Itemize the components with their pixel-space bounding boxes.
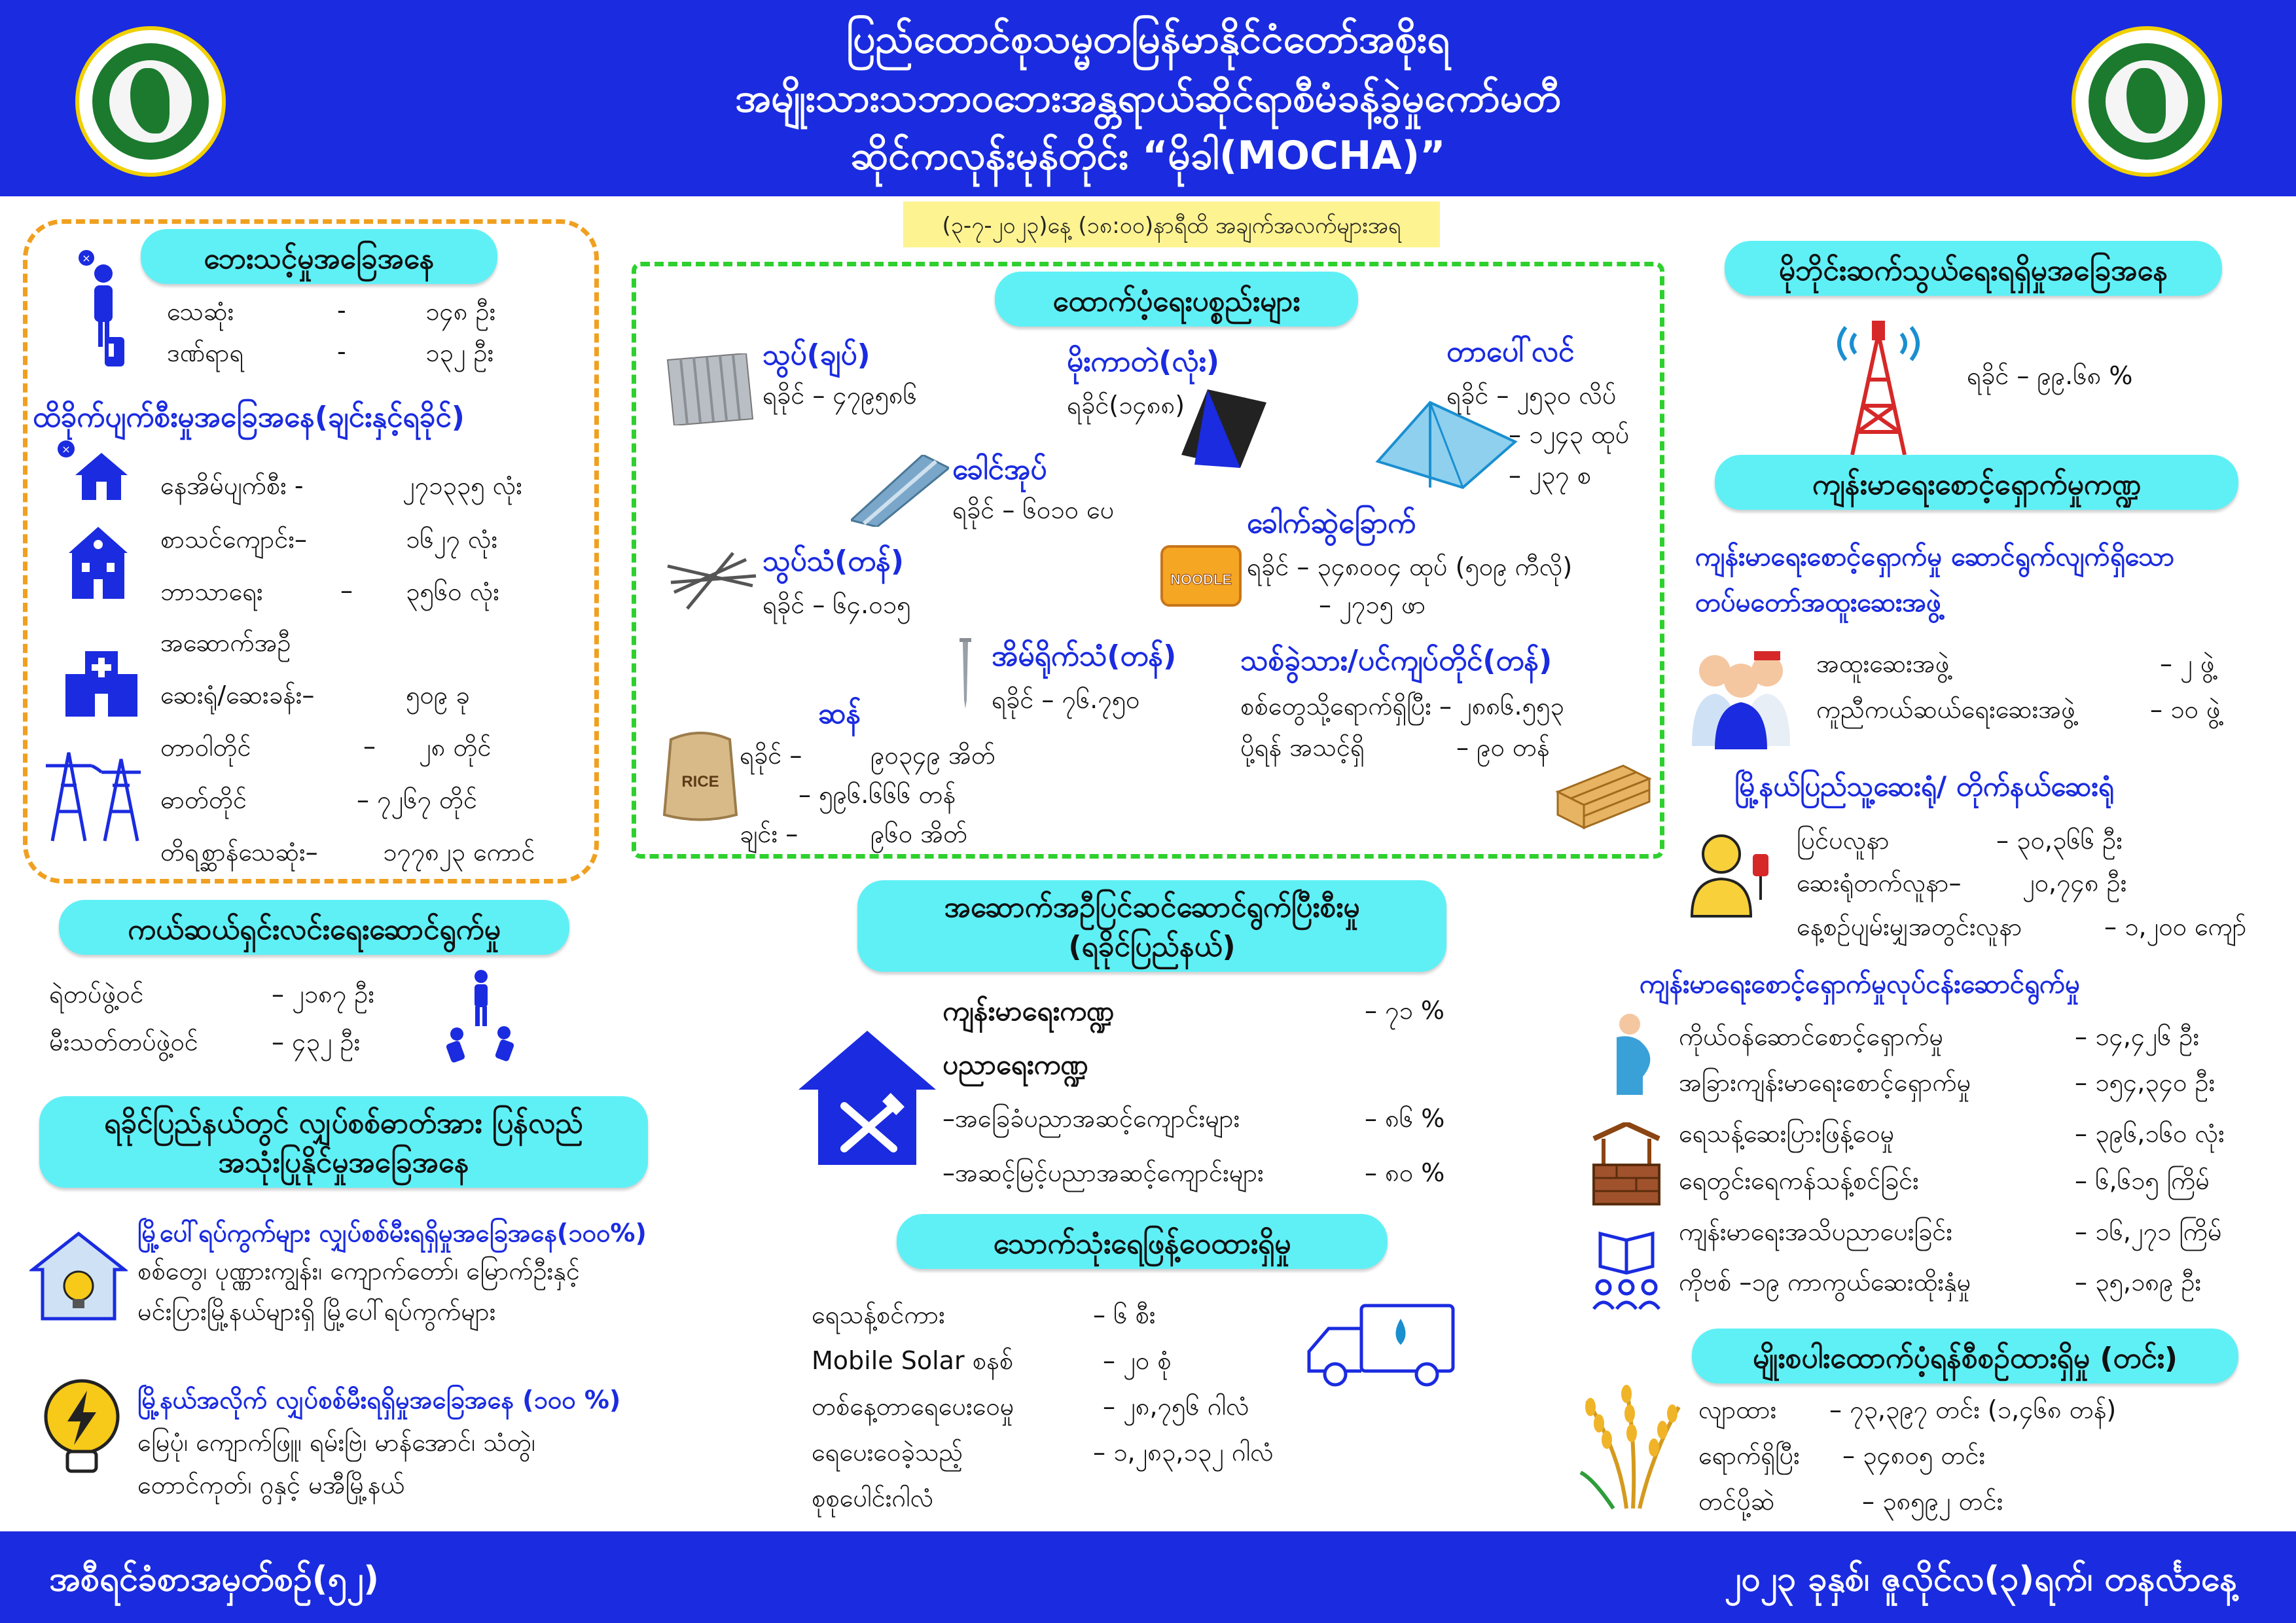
rebuild-basic-label: –အခြေခံပညာအဆင့်ကျောင်းများ [942,1104,1240,1133]
timber-value3: – ၉၀ တန် [1456,733,1550,762]
damage-title: ထိခိုက်ပျက်စီးမှုအခြေအနေ(ချင်းနှင့်ရခိုင်) [33,401,465,434]
ridge-cap-title: ခေါင်အုပ် [952,453,1047,486]
lightning-bulb-icon [36,1374,128,1479]
health-service-label: ကိုယ်ဝန်ဆောင်စောင့်ရှောက်မှု [1679,1022,1944,1051]
power-title-line2: အသုံးပြုနိုင်မှုအခြေအနေ [218,1146,469,1179]
date-banner [903,202,1440,247]
power-desc2a: မြေပုံ၊ ကျောက်ဖြူ၊ ရမ်းဗြဲ၊ မာန်အောင်၊ သံတွဲ၊ [137,1428,535,1457]
timber-title: သစ်ခွဲသား/ပင်ကျပ်တိုင်(တန်) [1240,644,1552,677]
timber-planks-icon [1551,753,1656,831]
power-sub1: မြို့ပေါ်ရပ်ကွက်များ လျှပ်စစ်မီးရရှိမှုအခြေအနေ(၁၀၀%) [137,1219,647,1247]
rescue-title-pill [59,900,569,955]
health-intro1: ကျန်းမာရေးစောင့်ရှောက်မှု ဆောင်ရွက်လျက်ရှိသော [1695,542,2174,572]
seeds-target-label: လျာထား [1698,1395,1777,1424]
rice-chin-bags: ၉၆၀ အိတ် [870,819,968,848]
damage-row-label: တာဝါတိုင် [160,733,251,762]
health-service-label: အခြားကျန်းမာရေးစောင့်ရှောက်မှု [1679,1068,1971,1097]
damage-row-value: ၅၀၉ ခု [406,681,470,709]
supplies-title-pill [995,272,1358,327]
telecom-title-pill [1725,241,2222,296]
damage-row-label: တိရစ္ဆာန်သေဆုံး– [160,838,318,866]
ridge-cap-icon [851,455,949,527]
date-banner-text: (၃-၇-၂၀၂၃)နေ့ (၁၈:၀၀)နာရီထိ အချက်အလက်များအရ [942,213,1401,239]
power-desc2b: တောင်ကုတ်၊ ဂွနှင့် မအီမြို့နယ် [137,1471,405,1499]
damage-row-value: ၃၅၆၀ လုံး [406,577,499,606]
rescue-police-value: – ၂၁၈၇ ဦး [272,980,375,1008]
water-solar-value: – ၂၀ စုံ [1103,1346,1172,1375]
water-truck-value: – ၆ စီး [1093,1300,1156,1329]
damage-row-value: – ၇၂၆၇ တိုင် [357,785,478,814]
state-emblem-left-icon [75,26,226,177]
noodle-value1: ရခိုင် – ၃၄၈၀၀၄ ထုပ် (၅၀၉ ကီလို) [1247,552,1573,581]
rebuild-title-pill [857,880,1446,972]
rescue-fire-label: မီးသတ်တပ်ဖွဲ့ဝင် [49,1027,198,1056]
health-rescue-value: – ၁၀ ဖွဲ့ [2150,695,2221,724]
water-solar-label: Mobile Solar စနစ် [812,1346,1014,1375]
rice-rakhine-bags: ၉၀၃၄၉ အိတ် [870,741,996,770]
mosquito-tent-value: ရခိုင်(၁၄၈၈) [1067,391,1185,419]
damage-row-dash: – [340,576,353,605]
health-special-label: အထူးဆေးအဖွဲ့ [1816,649,1950,678]
mosquito-tent-title: မိုးကာတဲ(လုံး) [1067,345,1219,378]
water-daily-value: – ၂၈,၇၅၆ ဂါလံ [1103,1392,1249,1421]
school-icon [62,524,134,602]
noodle-value2: – ၂၇၁၅ ဖာ [1319,590,1426,619]
tarpaulin-value3: – ၂၃၇ စ [1509,461,1591,490]
health-special-value: – ၂ ဖွဲ့ [2160,649,2215,678]
dead-dash: - [337,296,346,325]
header-title-line3: ဆိုင်ကလုန်းမုန်တိုင်း “မိုခါ(MOCHA)” [850,133,1446,179]
svg-text:NOODLE: NOODLE [1170,571,1232,588]
seeds-arrived-value: – ၃၄၈၀၅ တင်း [1842,1441,1986,1470]
water-well-icon [1587,1122,1666,1207]
health-service-value: – ၃၅,၁၈၉ ဦး [2075,1268,2202,1296]
ridge-cap-value: ရခိုင် – ၆၀၁၀ ပေ [952,495,1115,524]
health-services-title: ကျန်းမာရေးစောင့်ရှောက်မှုလုပ်ငန်းဆောင်ရွက်မှု [1640,969,2081,999]
rice-title: ဆန် [818,697,861,730]
rebuild-health-label: ကျန်းမာရေးကဏ္ဍ [942,995,1115,1027]
health-service-label: ရေသန့်ဆေးပြားဖြန့်ဝေမှု [1679,1119,1895,1148]
seeds-shipping-value: – ၃၈၅၉၂ တင်း [1862,1487,2003,1516]
report-number: အစီရင်ခံစာအမှတ်စဉ်(၅၂) [49,1560,380,1599]
patient-icon [1682,828,1774,919]
svg-text:RICE: RICE [681,773,719,791]
water-total-value: – ၁,၂၈၃,၁၃၂ ဂါလံ [1093,1438,1274,1467]
house-tools-icon [795,1027,939,1171]
rice-chin-label: ချင်း – [740,819,798,848]
house-nail-value: ရခိုင် – ၇၆.၇၅၀ [992,685,1140,714]
rice-rakhine-label: ရခိုင် – [740,741,802,770]
health-intro2: တပ်မတော်အထူးဆေးအဖွဲ့ [1695,588,1941,618]
damage-row-label: စာသင်ကျောင်း– [160,525,307,554]
tarp-shelter-icon [1371,396,1522,501]
water-truck-icon [1302,1299,1460,1391]
svg-text:×: × [62,443,71,455]
injured-label: ဒဏ်ရာရ [167,338,244,367]
health-title-pill [1715,455,2238,510]
tarpaulin-value2: – ၁၂၄၃ ထုပ် [1509,420,1630,449]
rescue-police-label: ရဲတပ်ဖွဲ့ဝင် [49,980,144,1008]
rebuild-title-line1: အဆောက်အဦပြင်ဆင်ဆောင်ရွက်ပြီးစီးမှု [944,891,1360,924]
dead-label: သေဆုံး [167,297,234,326]
house-damaged-icon [56,438,128,504]
header-title-line2: အမျိုးသားသဘာဝဘေးအန္တရာယ်ဆိုင်ရာစီမံခန့်ခွဲမှုကော်မတီ [735,75,1561,121]
water-title: သောက်သုံးရေဖြန့်ဝေထားရှိမှု [993,1227,1291,1260]
health-service-label: ကျန်းမာရေးအသိပညာပေးခြင်း [1679,1217,1953,1246]
rebuild-title-line2: (ရခိုင်ပြည်နယ်) [1068,930,1236,963]
damage-row-value: ၂၇၁၃၃၅ လုံး [403,471,522,500]
damage-row-dash: – [363,732,376,760]
seeds-arrived-label: ရောက်ရှိပြီး [1698,1441,1800,1470]
tent-icon [1181,389,1266,471]
injured-dash: - [337,337,346,366]
hospital-outpatient-label: ပြင်ပလူနာ [1797,826,1890,855]
rebuild-higher-value: – ၈၀ % [1365,1158,1445,1187]
power-sub2: မြို့နယ်အလိုက် လျှပ်စစ်မီးရရှိမှုအခြေအနေ (၁၀၀ %) [137,1385,621,1414]
health-service-label: ကိုဗစ် –၁၉ ကာကွယ်ဆေးထိုးနှံမှု [1679,1268,1971,1296]
noodle-title: ခေါက်ဆွဲခြောက် [1247,507,1416,540]
damage-row-value: ၂၈ တိုင် [419,733,492,762]
rebuild-higher-label: –အဆင့်မြင့်ပညာအဆင့်ကျောင်းများ [942,1158,1264,1187]
state-emblem-right-icon [2072,26,2222,177]
health-rescue-label: ကူညီကယ်ဆယ်ရေးဆေးအဖွဲ့ [1816,695,2075,724]
health-service-value: – ၃၉၆,၁၆၀ လုံး [2075,1119,2225,1148]
power-desc1b: မင်းပြားမြို့နယ်များရှိ မြို့ပေါ်ရပ်ကွက်များ [137,1297,496,1326]
timber-value2: ပို့ရန် အသင့်ရှိ [1240,733,1365,762]
damage-row-label: ဆေးရုံ/ဆေးခန်း– [160,681,315,709]
zinc-title: သွပ်(ချပ်) [762,338,870,372]
house-nail-icon [956,638,975,710]
power-title-line1: ရခိုင်ပြည်နယ်တွင် လျှပ်စစ်ဓာတ်အား ပြန်လည် [104,1107,583,1140]
health-education-icon [1587,1227,1666,1312]
rescue-title: ကယ်ဆယ်ရှင်းလင်းရေးဆောင်ရွက်မှု [128,913,501,946]
health-service-label: ရေတွင်းရေကန်သန့်စင်ခြင်း [1679,1166,1919,1195]
health-service-value: – ၁၄,၄၂၆ ဦး [2075,1022,2200,1051]
seeds-title-pill [1692,1329,2238,1383]
roofing-nail-value: ရခိုင် – ၆၄.၀၁၅ [762,590,911,619]
hospital-icon [62,648,141,720]
hospital-daily-value: – ၁,၂၀၀ ကျော် [2104,912,2247,941]
roofing-nail-title: သွပ်သံ(တန်) [762,544,905,578]
cell-tower-icon [1826,308,1931,458]
hospital-inpatient-label: ဆေးရုံတက်လူနာ– [1797,868,1962,897]
damage-row-label: ဓာတ်တိုင် [160,785,247,814]
nails-icon [661,546,759,612]
telecom-value: ရခိုင် – ၉၉.၆၈ % [1967,361,2133,390]
damage-row-label: အဆောက်အဦ [160,628,291,657]
footer-bar [0,1531,2296,1623]
hospital-daily-label: နေ့စဉ်ပျမ်းမျှအတွင်းလူနာ [1797,912,2022,941]
header-title-line1: ပြည်ထောင်စုသမ္မတမြန်မာနိုင်ငံတော်အစိုးရ [846,16,1450,62]
damage-row-value: ၁၇၇၈၂၃ ကောင် [383,838,535,866]
health-service-value: – ၁၅၄,၃၄၀ ဦး [2075,1068,2215,1097]
water-total-label2: စုစုပေါင်းဂါလံ [812,1484,934,1512]
rebuild-health-value: – ၇၁ % [1365,996,1445,1025]
seeds-shipping-label: တင်ပို့ဆဲ [1698,1487,1775,1516]
hospital-outpatient-value: – ၃၀,၃၆၆ ဦး [1996,826,2123,855]
svg-text:×: × [82,252,91,264]
house-lightbulb-icon [29,1230,128,1322]
casualty-title: ဘေးသင့်မှုအခြေအနေ [204,242,435,276]
water-truck-label: ရေသန့်စင်ကား [812,1300,945,1329]
casualty-title-pill [141,229,497,284]
health-service-value: – ၁၆,၂၇၁ ကြိမ် [2075,1217,2222,1246]
rebuild-basic-value: – ၈၆ % [1365,1104,1445,1133]
rice-plant-icon [1574,1374,1685,1512]
water-daily-label: တစ်နေ့တာရေပေးဝေမှု [812,1392,1014,1421]
noodle-pack-icon [1158,540,1244,612]
rice-sack-icon [661,726,740,825]
hospital-inpatient-value: ၂၀,၇၄၈ ဦး [2022,868,2127,897]
injured-value: ၁၃၂ ဦး [425,338,494,367]
power-tower-icon [39,746,151,844]
water-title-pill [897,1214,1388,1269]
supplies-title: ထောက်ပံ့ရေးပစ္စည်းများ [1052,285,1300,318]
zinc-value: ရခိုင် – ၄၇၉၅၈၆ [762,381,918,410]
house-nail-title: အိမ်ရိုက်သံ(တန်) [992,639,1177,673]
pregnant-woman-icon [1594,1011,1666,1096]
report-date: ၂၀၂၃ ခုနှစ်၊ ဇူလိုင်လ(၃)ရက်၊ တနင်္လာနေ့ [1724,1560,2237,1599]
timber-value1: စစ်တွေသို့ရောက်ရှိပြီး – ၂၈၈၆.၅၅၃ [1240,692,1564,721]
water-total-label: ရေပေးဝေခဲ့သည့် [812,1438,963,1467]
seeds-title: မျိုးစပါးထောက်ပံ့ရန်စီစဉ်ထားရှိမှု (တင်း) [1753,1342,2178,1375]
telecom-title: မိုဘိုင်းဆက်သွယ်ရေးရရှိမှုအခြေအနေ [1778,254,2168,287]
rescue-fire-value: – ၄၃၂ ဦး [272,1027,361,1056]
seeds-target-value: – ၇၃,၃၉၇ တင်း (၁,၄၆၈ တန်) [1829,1395,2117,1424]
dead-value: ၁၄၈ ဦး [425,297,496,326]
power-desc1a: စစ်တွေ၊ ပုဏ္ဏားကျွန်း၊ ကျောက်တော်၊ မြောက်ဦးနှင့် [137,1257,581,1285]
tarpaulin-title: တာပေါ်လင် [1446,335,1575,368]
tarpaulin-value1: ရခိုင် – ၂၅၃၀ လိပ် [1446,381,1617,410]
hospital-title: မြို့နယ်ပြည်သူ့ဆေးရုံ/ တိုက်နယ်ဆေးရုံ [1734,770,2114,802]
zinc-sheet-icon [658,353,756,425]
health-service-value: – ၆,၆၁၅ ကြိမ် [2075,1166,2210,1195]
medical-team-icon [1682,645,1800,749]
rice-rakhine-tons: – ၅၉၆.၆၆၆ တန် [798,780,956,809]
damage-row-label: နေအိမ်ပျက်စီး - [160,471,304,500]
damage-row-label: ဘာသာရေး [160,577,263,606]
rescue-workers-icon [432,969,537,1073]
injured-icon [98,330,131,370]
damage-row-value: ၁၆၂၇ လုံး [406,525,498,554]
health-title: ကျန်းမာရေးစောင့်ရှောက်မှုကဏ္ဍ [1812,468,2142,501]
power-title-pill [39,1096,648,1188]
rebuild-edu-label: ပညာရေးကဏ္ဍ [942,1048,1088,1080]
header-bar [0,0,2296,196]
